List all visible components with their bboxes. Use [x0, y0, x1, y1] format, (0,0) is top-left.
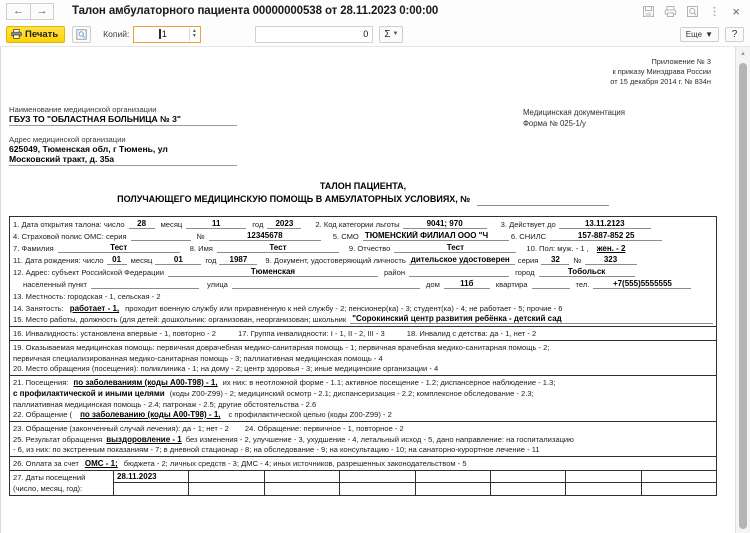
back-button[interactable]: ←: [6, 3, 30, 20]
form-row-21b: [10, 387, 716, 398]
scroll-up-icon[interactable]: ▲: [740, 50, 746, 57]
document-title: [9, 180, 717, 206]
field-12-locality[interactable]: [91, 288, 199, 289]
med-doc-line2: Форма № 025-1/у: [522, 119, 586, 128]
field-21-prefix: 21. Посещения:: [13, 378, 69, 387]
form-section-payment: [10, 457, 716, 495]
field-20-text: 20. Место обращения (посещения): поликлиника - 1; на дому - 2; центр здоровья - 3; иные медицинские организации - 4: [13, 364, 439, 373]
organization-block: [9, 105, 717, 166]
org-address-line2: Московский тракт, д. 35а: [9, 154, 237, 166]
field-11-year[interactable]: 1987: [219, 255, 257, 265]
field-1-month[interactable]: 11: [186, 219, 246, 229]
field-12-flat-label: квартира: [495, 280, 528, 289]
field-12-street-label: улица: [207, 280, 228, 289]
field-18-text: 18. Инвалид с детства: да - 1, нет - 2: [406, 329, 537, 338]
field-12-street[interactable]: [232, 288, 420, 289]
number-field-value: 0: [363, 29, 369, 39]
field-9-label: 9. Отчество: [348, 244, 391, 253]
field-9doc-value[interactable]: дительское удостоверен: [409, 255, 515, 265]
field-26-prefix: 26. Оплата за счет: [13, 459, 79, 468]
visit-date-cell[interactable]: [416, 483, 490, 495]
form-row-14: [10, 301, 716, 313]
document-title-line1: ТАЛОН ПАЦИЕНТА,: [319, 181, 407, 191]
field-6-label: 6. СНИЛС: [510, 232, 547, 241]
form-row-3: [10, 241, 716, 253]
field-25-prefix: 25. Результат обращения: [13, 435, 103, 444]
visit-dates-column: [189, 471, 264, 495]
field-12-house[interactable]: 11б: [444, 279, 490, 289]
field-21-selected[interactable]: по заболеваниям (коды A00-T98) - 1,: [73, 378, 218, 387]
field-11-day[interactable]: 01: [107, 255, 127, 265]
visit-dates-column: [566, 471, 641, 495]
field-19-line1: 19. Оказываемая медицинская помощь: первичная доврачебная медико-санитарная помощь - 1; первичная врачебная медико-санитарная помощь - 2;: [13, 343, 550, 352]
field-9doc-series[interactable]: 32: [541, 255, 569, 265]
printer-icon: [11, 29, 22, 39]
field-2-value[interactable]: 9041; 970: [403, 219, 487, 229]
field-26-rest: бюджета - 2; личных средств - 3; ДМС - 4; иных источников, разрешенных законодательством - 5: [123, 459, 467, 468]
field-3-label: 3. Действует до: [500, 220, 556, 229]
help-button[interactable]: ?: [725, 27, 744, 42]
field-12-city-label: город: [515, 268, 535, 277]
field-15-label: 15. Место работы, должность (для детей: дошкольник: организован, неорганизован; школьник: [13, 315, 347, 324]
more-button-label: Еще: [685, 29, 703, 39]
visit-date-cell[interactable]: [265, 471, 339, 483]
window-title: Талон амбулаторного пациента 00000000538 от 28.11.2023 0:00:00: [72, 5, 439, 17]
form-row-5: [10, 265, 716, 277]
print-button-label: Печать: [25, 28, 59, 40]
field-25-selected[interactable]: выздоровление - 1: [106, 435, 182, 444]
field-10-selected[interactable]: жен. - 2: [596, 244, 626, 253]
field-4-label: 4. Страховой полис ОМС: серия: [13, 232, 127, 241]
copies-input[interactable]: [133, 26, 201, 43]
visit-dates-label-line1: 27. Даты посещений: [13, 473, 86, 482]
field-12-label: 12. Адрес: субъект Российской Федерации: [13, 268, 164, 277]
field-11-month-label: месяц: [130, 256, 153, 265]
field-25-line2: - 6, из них: по экстренным показаниям - 7; в дневной стационар - 8; на обследование - 9; на консультацию - 10; на санаторно-курортное лечение - 11: [13, 445, 540, 454]
chevron-down-icon[interactable]: ▼: [705, 29, 713, 39]
med-doc-line1: Медицинская документация: [522, 108, 625, 117]
field-12-phone[interactable]: +7(555)5555555: [593, 279, 691, 289]
title-bar: [0, 0, 750, 22]
visit-dates-label-line2: (число, месяц, год):: [13, 484, 83, 493]
field-9-value[interactable]: Тест: [394, 243, 516, 253]
field-5-value[interactable]: ТЮМЕНСКИЙ ФИЛИАЛ ООО "Ч: [363, 231, 509, 241]
med-doc-block: [523, 107, 625, 129]
save-icon[interactable]: [642, 5, 655, 18]
visit-date-cell[interactable]: [566, 471, 640, 483]
patient-form-frame: [9, 216, 717, 496]
field-1-day[interactable]: 28: [129, 219, 155, 229]
field-25-rest: без изменения - 2, улучшение - 3, ухудшение - 4, летальный исход - 5, дано направление: на госпитализацию: [185, 435, 574, 444]
field-11-year-label: год: [205, 256, 217, 265]
document-scroll-area: [0, 46, 750, 533]
form-row-21a: [10, 376, 716, 387]
form-row-25b: [10, 444, 716, 456]
form-row-21c: [10, 398, 716, 409]
field-24-text: 24. Обращение: первичное - 1, повторное - 2: [244, 424, 404, 433]
chevron-down-icon[interactable]: ▼: [392, 31, 399, 37]
field-14-selected[interactable]: работает - 1,: [69, 304, 120, 313]
stepper-up-icon[interactable]: ▲: [191, 28, 197, 34]
visit-dates-column: [642, 471, 716, 495]
visit-dates-cells: [114, 471, 716, 495]
text-caret: [159, 29, 161, 39]
field-9doc-number[interactable]: 323: [585, 255, 637, 265]
number-field[interactable]: [255, 26, 373, 43]
command-bar: [0, 22, 750, 46]
field-3-value[interactable]: 13.11.2123: [559, 219, 651, 229]
visit-date-cell[interactable]: 28.11.2023: [114, 471, 188, 483]
field-12-city[interactable]: Тобольск: [539, 267, 635, 277]
org-name-label: Наименование медицинской организации: [9, 105, 157, 114]
field-13-text: 13. Местность: городская - 1, сельская - 2: [13, 292, 161, 301]
field-12-locality-label: населенный пункт: [23, 280, 88, 289]
field-23-text: 23. Обращение (законченный случай лечения): да - 1; нет - 2: [13, 424, 229, 433]
document-content: [1, 47, 735, 496]
command-bar-right: [680, 27, 744, 42]
copies-input-inner[interactable]: [136, 28, 189, 41]
field-9doc-number-label: №: [573, 256, 582, 265]
visit-dates-column: [491, 471, 566, 495]
visit-date-cell[interactable]: [340, 471, 414, 483]
form-section-care: [10, 341, 716, 376]
preview-icon[interactable]: [686, 5, 699, 18]
stepper-down-icon[interactable]: ▼: [191, 33, 197, 39]
form-row-2: [10, 229, 716, 241]
field-17-text: 17. Группа инвалидности: I - 1, II - 2, III - 3: [237, 329, 385, 338]
field-14-prefix: 14. Занятость:: [13, 304, 64, 313]
field-1-year-label: год: [252, 220, 264, 229]
form-row-19b: [10, 352, 716, 363]
visit-dates-label: [10, 471, 114, 495]
visit-date-cell[interactable]: [265, 483, 339, 495]
field-12-district-label: район: [383, 268, 406, 277]
field-11-month[interactable]: 01: [155, 255, 201, 265]
document-title-line2: ПОЛУЧАЮЩЕГО МЕДИЦИНСКУЮ ПОМОЩЬ В АМБУЛАТОРНЫХ УСЛОВИЯХ, №: [117, 194, 471, 204]
copies-label: Копий:: [103, 29, 130, 39]
field-4-series[interactable]: [131, 240, 191, 241]
visit-date-cell[interactable]: [642, 483, 716, 495]
print-icon[interactable]: [664, 5, 677, 18]
field-21-line2-bold: с профилактической и иными целями: [13, 389, 165, 398]
field-8-label: 8. Имя: [189, 244, 213, 253]
visit-dates-column: [114, 471, 189, 495]
field-6-value[interactable]: 157-887-852 25: [550, 231, 662, 241]
visit-dates-table: [10, 470, 716, 495]
copies-stepper[interactable]: [189, 28, 198, 41]
field-1-month-label: месяц: [160, 220, 183, 229]
more-menu-icon[interactable]: [708, 5, 721, 18]
visit-date-cell[interactable]: [340, 483, 414, 495]
field-19-line2: первичная специализированная медико-санитарная помощь - 3; паллиативная медицинская помощь - 4: [13, 354, 383, 363]
field-21-line3: паллиативная медицинская помощь - 2.4; патронаж - 2.5; другие обстоятельства - 2.6: [13, 400, 317, 409]
field-8-value[interactable]: Тест: [217, 243, 339, 253]
org-address-line1: 625049, Тюменская обл, г Тюмень, ул: [9, 144, 168, 154]
field-2-label: 2. Код категории льготы: [315, 220, 400, 229]
field-26-selected[interactable]: ОМС - 1;: [84, 459, 118, 468]
copies-value: 1: [161, 29, 167, 39]
field-4-number-label: №: [196, 232, 205, 241]
appendix-block: [9, 57, 717, 87]
form-row-19a: [10, 341, 716, 352]
form-row-26: [10, 457, 716, 470]
scrollbar-thumb[interactable]: [739, 63, 747, 529]
field-22-rest: с профилактической целью (коды Z00-Z99) - 2: [228, 410, 392, 419]
field-7-value[interactable]: Тест: [58, 243, 180, 253]
field-7-label: 7. Фамилия: [13, 244, 54, 253]
vertical-scrollbar[interactable]: [735, 47, 750, 533]
field-12-flat[interactable]: [532, 288, 570, 289]
visit-date-cell[interactable]: [189, 471, 263, 483]
form-row-20: [10, 363, 716, 375]
form-row-1: [10, 217, 716, 229]
visit-date-cell[interactable]: [189, 483, 263, 495]
field-12-house-label: дом: [425, 280, 440, 289]
document-number-blank[interactable]: [477, 196, 609, 206]
appendix-line-2: к приказу Минздрава России: [612, 67, 711, 76]
visit-date-cell[interactable]: [566, 483, 640, 495]
field-1-label: 1. Дата открытия талона: число: [13, 220, 125, 229]
form-row-22: [10, 409, 716, 421]
visit-date-cell[interactable]: [642, 471, 716, 483]
field-21-line2-rest: (коды Z00-Z99) - 2; медицинский осмотр - 2.1; диспансеризация - 2.2; комплексное обследование - 2.3;: [169, 389, 534, 398]
form-row-16-18: [10, 327, 716, 340]
appendix-line-1: Приложение № 3: [651, 57, 711, 66]
visit-dates-column: [416, 471, 491, 495]
form-section-visits: [10, 376, 716, 422]
field-11-label: 11. Дата рождения: число: [13, 256, 104, 265]
more-button[interactable]: [680, 27, 719, 42]
field-9doc-series-label: серия: [517, 256, 539, 265]
form-section-identity: [10, 217, 716, 327]
field-9doc-label: 9. Документ, удостоверяющий личность: [265, 256, 406, 265]
form-row-23-24: [10, 422, 716, 433]
field-21-rest: их них: в неотложной форме - 1.1; активное посещение - 1.2; диспансерное наблюдение - 1.3;: [222, 378, 556, 387]
org-name-value: ГБУЗ ТО "ОБЛАСТНАЯ БОЛЬНИЦА № 3": [9, 114, 237, 126]
sigma-icon: Σ: [384, 28, 391, 40]
org-address-label: Адрес медицинской организации: [9, 135, 126, 144]
field-1-year[interactable]: 2023: [267, 219, 301, 229]
form-row-13: [10, 289, 716, 301]
field-12-region[interactable]: Тюменская: [168, 267, 378, 277]
visit-date-cell[interactable]: [491, 471, 565, 483]
appendix-line-3: от 15 декабря 2014 г. № 834н: [610, 77, 711, 86]
sum-button[interactable]: [379, 26, 403, 43]
field-15-value[interactable]: "Сорокинский центр развития ребёнка - детский сад: [350, 314, 713, 324]
form-row-15: [10, 313, 716, 326]
visit-date-cell[interactable]: [416, 471, 490, 483]
field-16-text: 16. Инвалидность: установлена впервые - 1, повторно - 2: [13, 329, 216, 338]
close-icon[interactable]: ×: [732, 3, 740, 19]
preview-button[interactable]: [72, 26, 91, 43]
form-section-disability: [10, 327, 716, 341]
visit-dates-column: [265, 471, 340, 495]
navigation-buttons: [6, 3, 54, 20]
window-icon-group: [642, 5, 744, 18]
field-12-district[interactable]: [409, 276, 509, 277]
visit-date-cell[interactable]: [114, 483, 188, 495]
form-row-25a: [10, 433, 716, 444]
field-10-label: 10. Пол: муж. - 1 ,: [526, 244, 589, 253]
field-4-number[interactable]: 12345678: [209, 231, 321, 241]
visit-dates-column: [340, 471, 415, 495]
form-row-4: [10, 253, 716, 265]
forward-button[interactable]: →: [30, 3, 54, 20]
field-22-selected[interactable]: по заболеванию (коды A00-T98) - 1,: [80, 410, 221, 419]
form-row-6: [10, 277, 716, 289]
form-section-results: [10, 422, 716, 457]
document-page: [0, 47, 735, 533]
field-22-prefix: 22. Обращение (: [13, 410, 73, 419]
field-12-phone-label: тел.: [575, 280, 590, 289]
visit-date-cell[interactable]: [491, 483, 565, 495]
field-14-rest: проходит военную службу или приравненную к ней службу - 2; пенсионер(ка) - 3; студент(ка) - 4; не работает - 5; прочие - 6: [125, 304, 563, 313]
print-button[interactable]: [6, 26, 65, 43]
field-5-label: 5. СМО: [332, 232, 359, 241]
